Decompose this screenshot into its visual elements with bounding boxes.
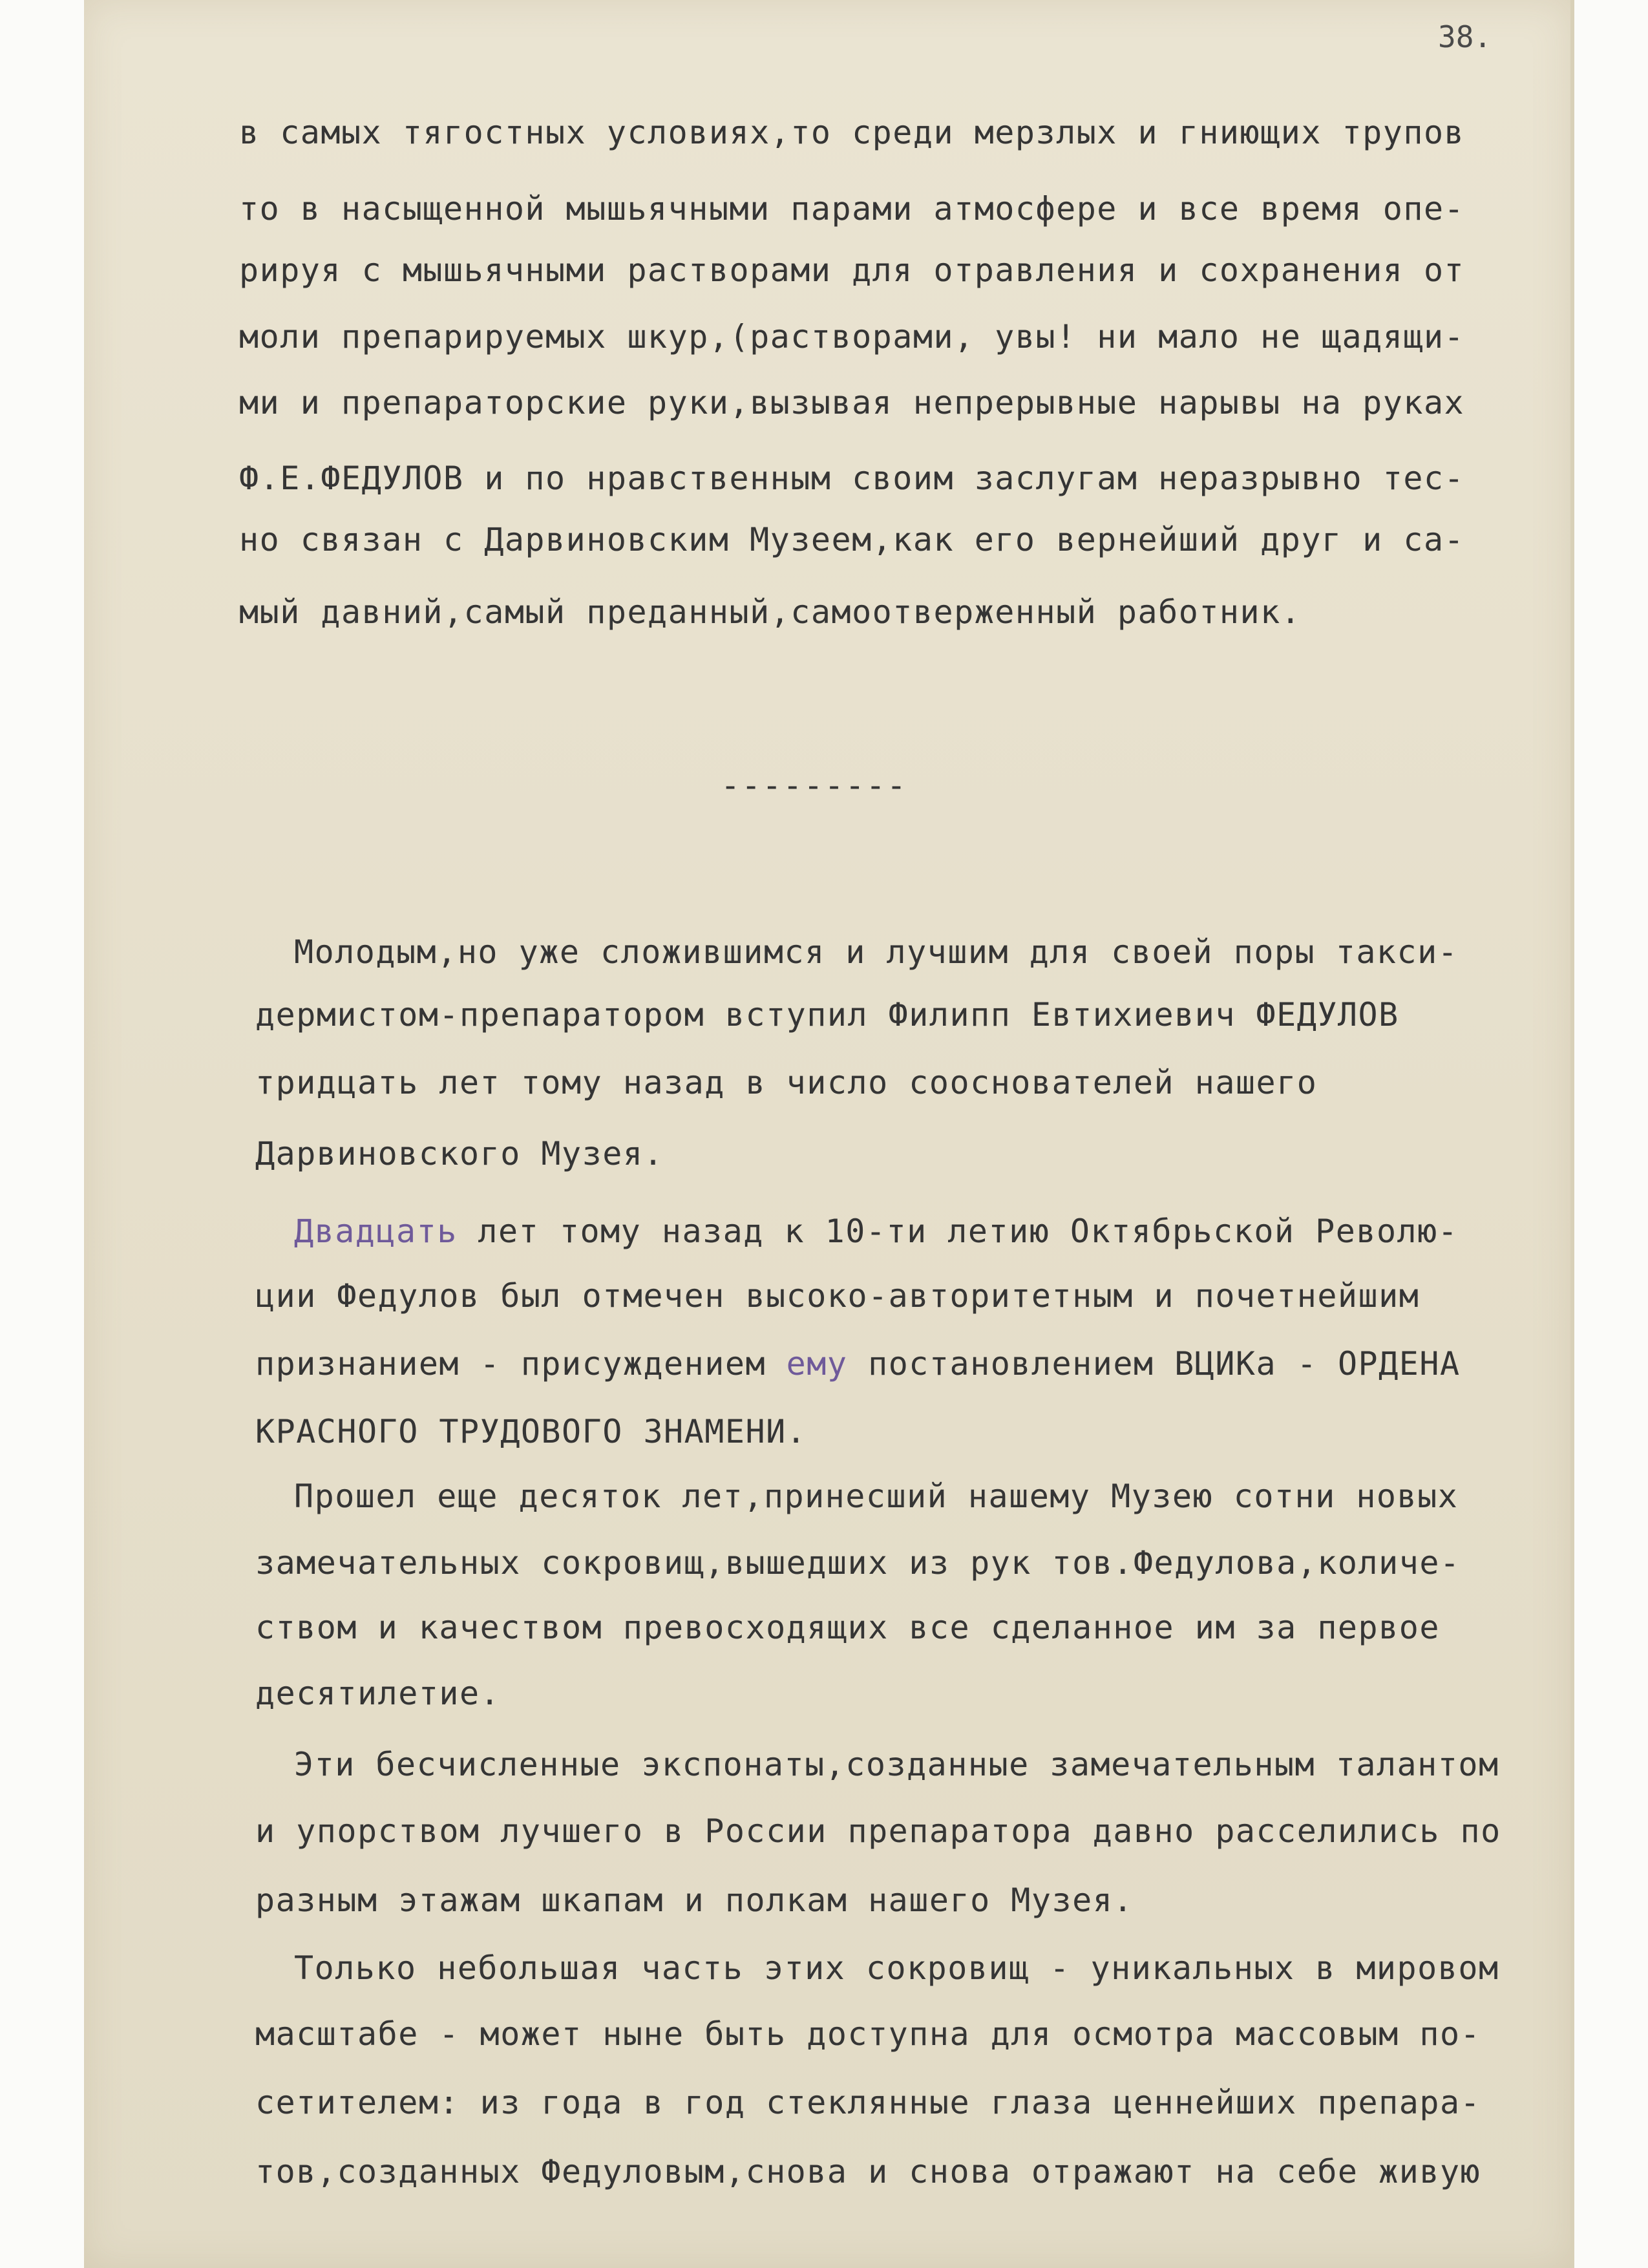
top-paragraph-line-1: в самых тягостных условиях,то среди мерзлых и гниющих трупов [239,114,1465,151]
paragraph-1-line-3: тридцать лет тому назад в число сооснователей нашего [255,1064,1318,1101]
paragraph-2-line-4: КРАСНОГО ТРУДОВОГО ЗНАМЕНИ. [255,1413,807,1450]
paragraph-3-line-1: Прошел еще десяток лет,принесший нашему Музею сотни новых [294,1478,1459,1515]
paragraph-2-line-3 [255,1345,1461,1383]
paragraph-1-line-1: Молодым,но уже сложившимся и лучшим для своей поры такси- [294,933,1459,971]
paragraph-3-line-3: ством и качеством превосходящих все сделанное им за первое [255,1609,1440,1646]
paragraph-4-line-1: Эти бесчисленные экспонаты,созданные замечательным талантом [294,1746,1499,1783]
paragraph-2-line-1 [294,1213,1459,1250]
top-paragraph-line-4: моли препарируемых шкур,(растворами, увы! ни мало не щадящи- [239,318,1465,355]
paragraph-5-line-3: сетителем: из года в год стеклянные глаза ценнейших препара- [255,2084,1481,2121]
top-paragraph-line-3: рируя с мышьячными растворами для отравления и сохранения от [239,251,1465,289]
paragraph-2-line-2: ции Федулов был отмечен высоко-авторитетным и почетнейшим [255,1277,1420,1315]
section-separator: --------- [721,767,907,804]
paragraph-4-line-3: разным этажам шкапам и полкам нашего Музея. [255,1881,1134,1919]
paper-edge [1570,0,1574,2268]
top-paragraph-line-2: то в насыщенной мышьячными парами атмосфере и все время опе- [239,190,1465,228]
paragraph-5-line-4: тов,созданных Федуловым,снова и снова отражают на себе живую [255,2153,1481,2190]
top-paragraph-line-5: ми и препараторские руки,вызывая непрерывные нарывы на руках [239,384,1465,421]
paragraph-5-line-1: Только небольшая часть этих сокровищ - уникальных в мировом [294,1949,1499,1987]
top-paragraph-line-8: мый давний,самый преданный,самоотверженный работник. [239,593,1302,631]
paragraph-2-line-3-end: постановлением ВЦИКа - ОРДЕНА [847,1345,1461,1383]
paragraph-3-line-4: десятилетие. [255,1675,501,1712]
page-number: 38. [1438,19,1492,54]
paragraph-3-line-2: замечательных сокровищ,вышедших из рук тов.Федулова,количе- [255,1544,1461,1582]
top-paragraph-line-6: Ф.Е.ФЕДУЛОВ и по нравственным своим заслугам неразрывно тес- [239,460,1465,497]
paragraph-2-line-3-start: признанием - присуждением [255,1345,787,1383]
paragraph-5-line-2: масштабе - может ныне быть доступна для осмотра массовым по- [255,2015,1481,2053]
paragraph-1-line-2: дермистом-препаратором вступил Филипп Евтихиевич ФЕДУЛОВ [255,996,1399,1033]
paragraph-4-line-2: и упорством лучшего в России препаратора давно расселились по [255,1812,1501,1850]
paragraph-2-line-1-rest: лет тому назад к 10-ти летию Октябрьской Револю- [457,1213,1459,1250]
paragraph-1-line-4: Дарвиновского Музея. [255,1135,664,1172]
paragraph-2-line-3-purple: ему [786,1345,848,1383]
paragraph-2-first-word: Двадцать [294,1213,458,1250]
top-paragraph-line-7: но связан с Дарвиновским Музеем,как его вернейший друг и са- [239,521,1465,558]
